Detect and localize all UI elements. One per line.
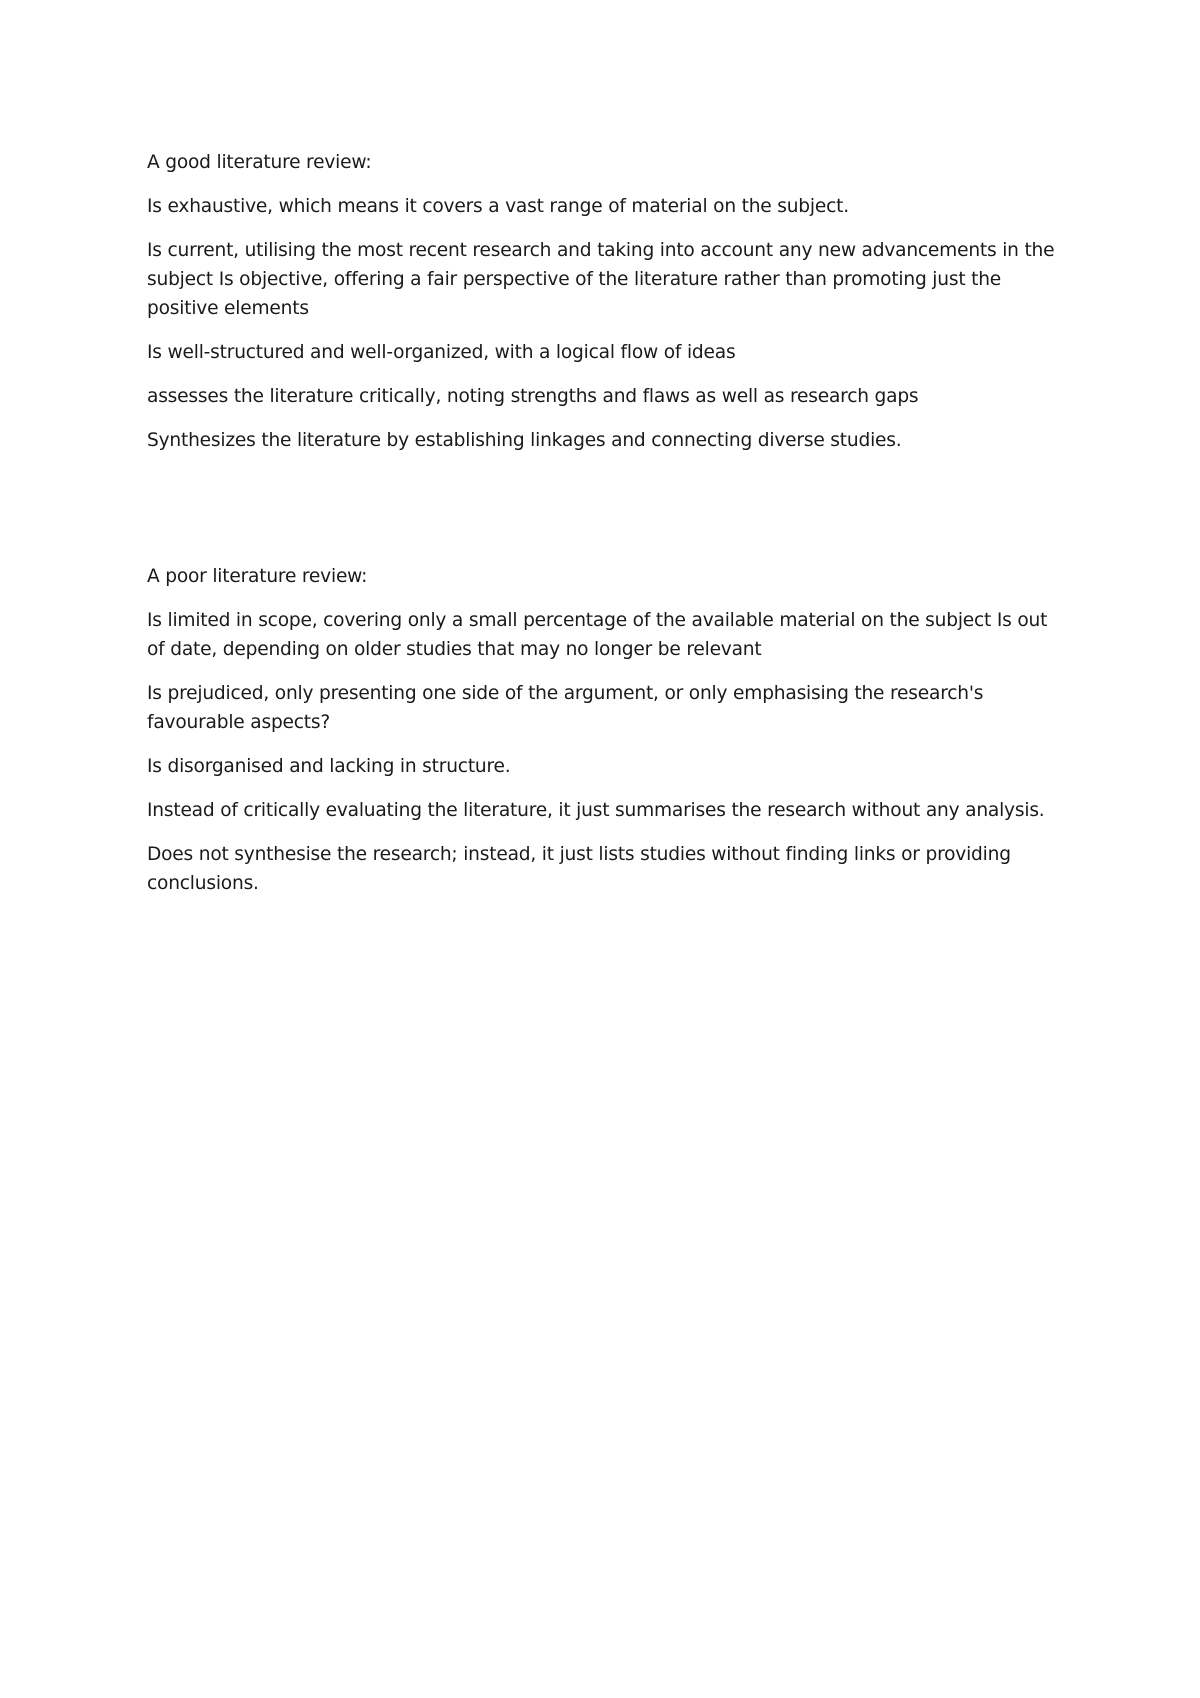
good-review-point: Is well-structured and well-organized, with a logical flow of ideas: [147, 342, 736, 363]
good-review-point: Is exhaustive, which means it covers a vast range of material on the subject.: [147, 196, 849, 217]
poor-review-section: [147, 562, 1067, 898]
poor-review-heading: A poor literature review:: [147, 566, 368, 587]
good-review-section: [147, 148, 1067, 455]
good-review-point: assesses the literature critically, noting strengths and flaws as well as research gaps: [147, 386, 919, 407]
poor-review-point: Does not synthesise the research; instead, it just lists studies without finding links or providing conclusions.: [147, 844, 1011, 894]
good-review-heading: A good literature review:: [147, 152, 372, 173]
poor-review-point: Is disorganised and lacking in structure.: [147, 756, 511, 777]
good-review-point: Is current, utilising the most recent research and taking into account any new advancements in the subject Is objective, offering a fair perspective of the literature rather than promoting just the positive elements: [147, 240, 1055, 319]
poor-review-point: Is limited in scope, covering only a small percentage of the available material on the subject Is out of date, depending on older studies that may no longer be relevant: [147, 610, 1048, 660]
document-body: [147, 148, 1067, 913]
good-review-point: Synthesizes the literature by establishing linkages and connecting diverse studies.: [147, 430, 902, 451]
poor-review-point: Is prejudiced, only presenting one side of the argument, or only emphasising the research's favourable aspects?: [147, 683, 984, 733]
poor-review-point: Instead of critically evaluating the literature, it just summarises the research without any analysis.: [147, 800, 1045, 821]
section-spacer: [147, 470, 1067, 562]
